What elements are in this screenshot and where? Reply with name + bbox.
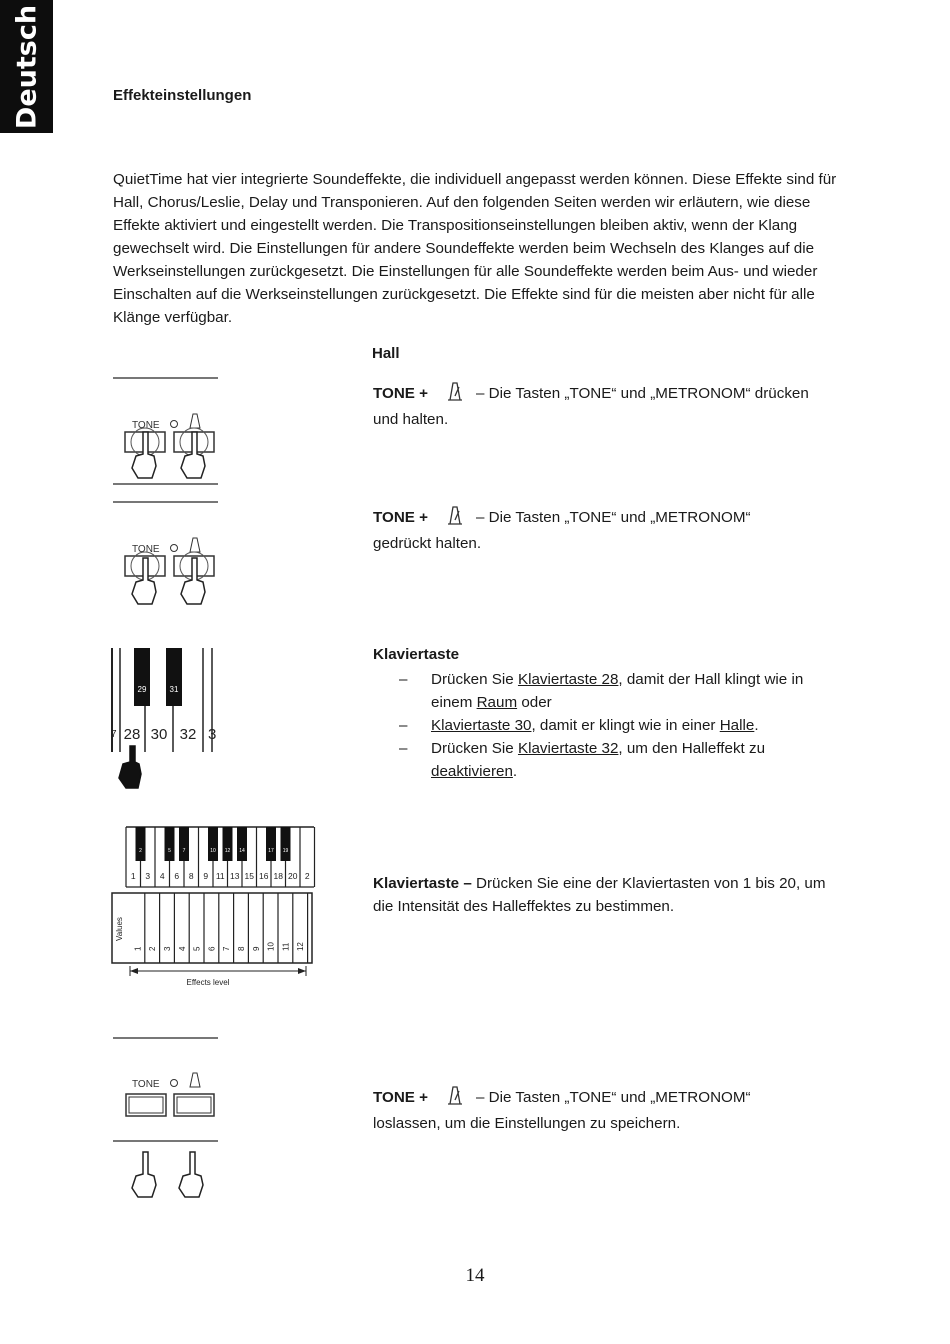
black-key <box>237 827 247 861</box>
tone-metronome-press-illustration <box>110 372 222 490</box>
key-label: 13 <box>230 871 240 881</box>
metronome-icon <box>446 381 464 408</box>
value-label: 4 <box>177 946 187 951</box>
key-label: 31 <box>169 685 179 694</box>
black-key <box>136 827 146 861</box>
section-title: Effekteinstellungen <box>113 87 252 104</box>
tone-label: TONE <box>132 420 160 431</box>
keyboard-keys-28-32-illustration <box>108 646 218 794</box>
black-key <box>223 827 233 861</box>
black-key <box>208 827 218 861</box>
step3-heading: Klaviertaste <box>373 646 460 663</box>
value-label: 6 <box>207 946 217 951</box>
intro-paragraph: QuietTime hat vier integrierte Soundeffekte, die individuell angepasst werden können. Diese Effekte sind für Hall, Chorus/Leslie, Delay und Transponieren. Auf den folgenden Seiten werden wir erläutern, wie diese Effekte aktiviert und eingestellt werden. Die Transpositionseinstellungen bleiben aktiv, wenn der Klang gewechselt wird. Die Einstellungen für andere Soundeffekte werden beim Wechseln des Klanges auf die Werkseinstellungen zurückgesetzt. Die Einstellungen für alle Soundeffekte werden beim Aus- und wieder Einschalten auf die Werkseinstellungen zurückgesetzt. Die Effekte sind für die meisten aber nicht für alle Klänge verfügbar. <box>113 171 837 326</box>
tone-label: TONE <box>132 544 160 555</box>
key-label: 1 <box>130 871 136 881</box>
key-label: 2 <box>304 871 310 881</box>
value-label: 9 <box>251 946 261 951</box>
key-label: 11 <box>215 871 225 881</box>
key-label: 4 <box>159 871 165 881</box>
list-item: – Drücken Sie Klaviertaste 32, um den Halleffekt zu deaktivieren. <box>373 737 843 783</box>
keyboard-values-illustration <box>110 825 316 991</box>
metronome-icon <box>446 505 464 532</box>
black-key <box>165 827 175 861</box>
key-label: 8 <box>188 871 194 881</box>
step2-tone: TONE + <box>373 509 429 526</box>
page-number: 14 <box>465 1265 485 1286</box>
step2-text <box>373 505 853 555</box>
key-label: 3 <box>145 871 151 881</box>
key-label: 3 <box>208 726 217 743</box>
black-key <box>281 827 291 861</box>
key-label: 32 <box>179 726 197 743</box>
value-label: 11 <box>281 942 291 951</box>
values-label: Values <box>115 917 124 941</box>
step4-text <box>373 872 843 918</box>
step2-desc-b: gedrückt halten. <box>373 535 482 552</box>
key-label: 5 <box>168 848 171 854</box>
key-label: 15 <box>244 871 254 881</box>
step5-text <box>373 1085 853 1135</box>
step1-tone: TONE + <box>373 385 429 402</box>
step5-tone: TONE + <box>373 1089 429 1106</box>
black-key <box>179 827 189 861</box>
effects-level-label: Effects level <box>186 978 230 987</box>
key-label: 7 <box>111 729 117 740</box>
step5-desc-b: loslassen, um die Einstellungen zu speichern. <box>373 1115 681 1132</box>
language-tab <box>0 0 53 133</box>
list-item: – Drücken Sie Klaviertaste 28, damit der Hall klingt wie in einem Raum oder <box>373 668 843 714</box>
key-label: 19 <box>282 848 289 854</box>
value-label: 7 <box>222 946 232 951</box>
value-label: 2 <box>148 946 158 951</box>
value-label: 12 <box>296 942 306 951</box>
key-label: 17 <box>268 848 274 854</box>
step1-desc-a: – Die Tasten „TONE“ und „METRONOM“ drücken <box>476 385 809 402</box>
tone-metronome-release-illustration <box>110 1032 222 1202</box>
step4-bold: Klaviertaste – <box>373 875 472 892</box>
key-label: 18 <box>273 871 283 881</box>
key-label: 29 <box>137 685 147 694</box>
step1-desc-b: und halten. <box>373 411 449 428</box>
key-label: 28 <box>123 726 141 743</box>
step3-block <box>373 643 843 783</box>
tone-metronome-hold-illustration <box>110 496 222 610</box>
value-label: 3 <box>163 946 172 951</box>
metronome-icon <box>446 1085 464 1112</box>
key-label: 14 <box>239 848 245 854</box>
key-label: 30 <box>150 726 168 743</box>
key-label: 9 <box>203 871 209 881</box>
step2-desc-a: – Die Tasten „TONE“ und „METRONOM“ <box>476 509 751 526</box>
key-label: 2 <box>139 848 142 854</box>
step5-desc-a: – Die Tasten „TONE“ und „METRONOM“ <box>476 1089 751 1106</box>
tone-label: TONE <box>132 1079 160 1090</box>
step1-text <box>373 381 853 431</box>
key-label: 7 <box>182 848 186 854</box>
hall-heading: Hall <box>372 345 400 362</box>
language-tab-label: Deutsch <box>11 4 42 129</box>
key-label: 20 <box>288 871 298 881</box>
key-label: 16 <box>259 871 269 881</box>
step4-desc: Drücken Sie eine der Klaviertasten von 1 bis 20, um die Intensität des Halleffektes zu bestimmen. <box>373 875 826 915</box>
key-label: 12 <box>224 848 231 854</box>
black-key <box>266 827 276 861</box>
value-label: 1 <box>133 946 143 951</box>
key-label: 6 <box>174 871 180 881</box>
value-label: 10 <box>266 942 276 951</box>
list-item: – Klaviertaste 30, damit er klingt wie in einer Halle. <box>373 714 843 737</box>
key-label: 10 <box>210 848 216 854</box>
value-label: 5 <box>192 946 202 951</box>
value-label: 8 <box>237 946 246 951</box>
